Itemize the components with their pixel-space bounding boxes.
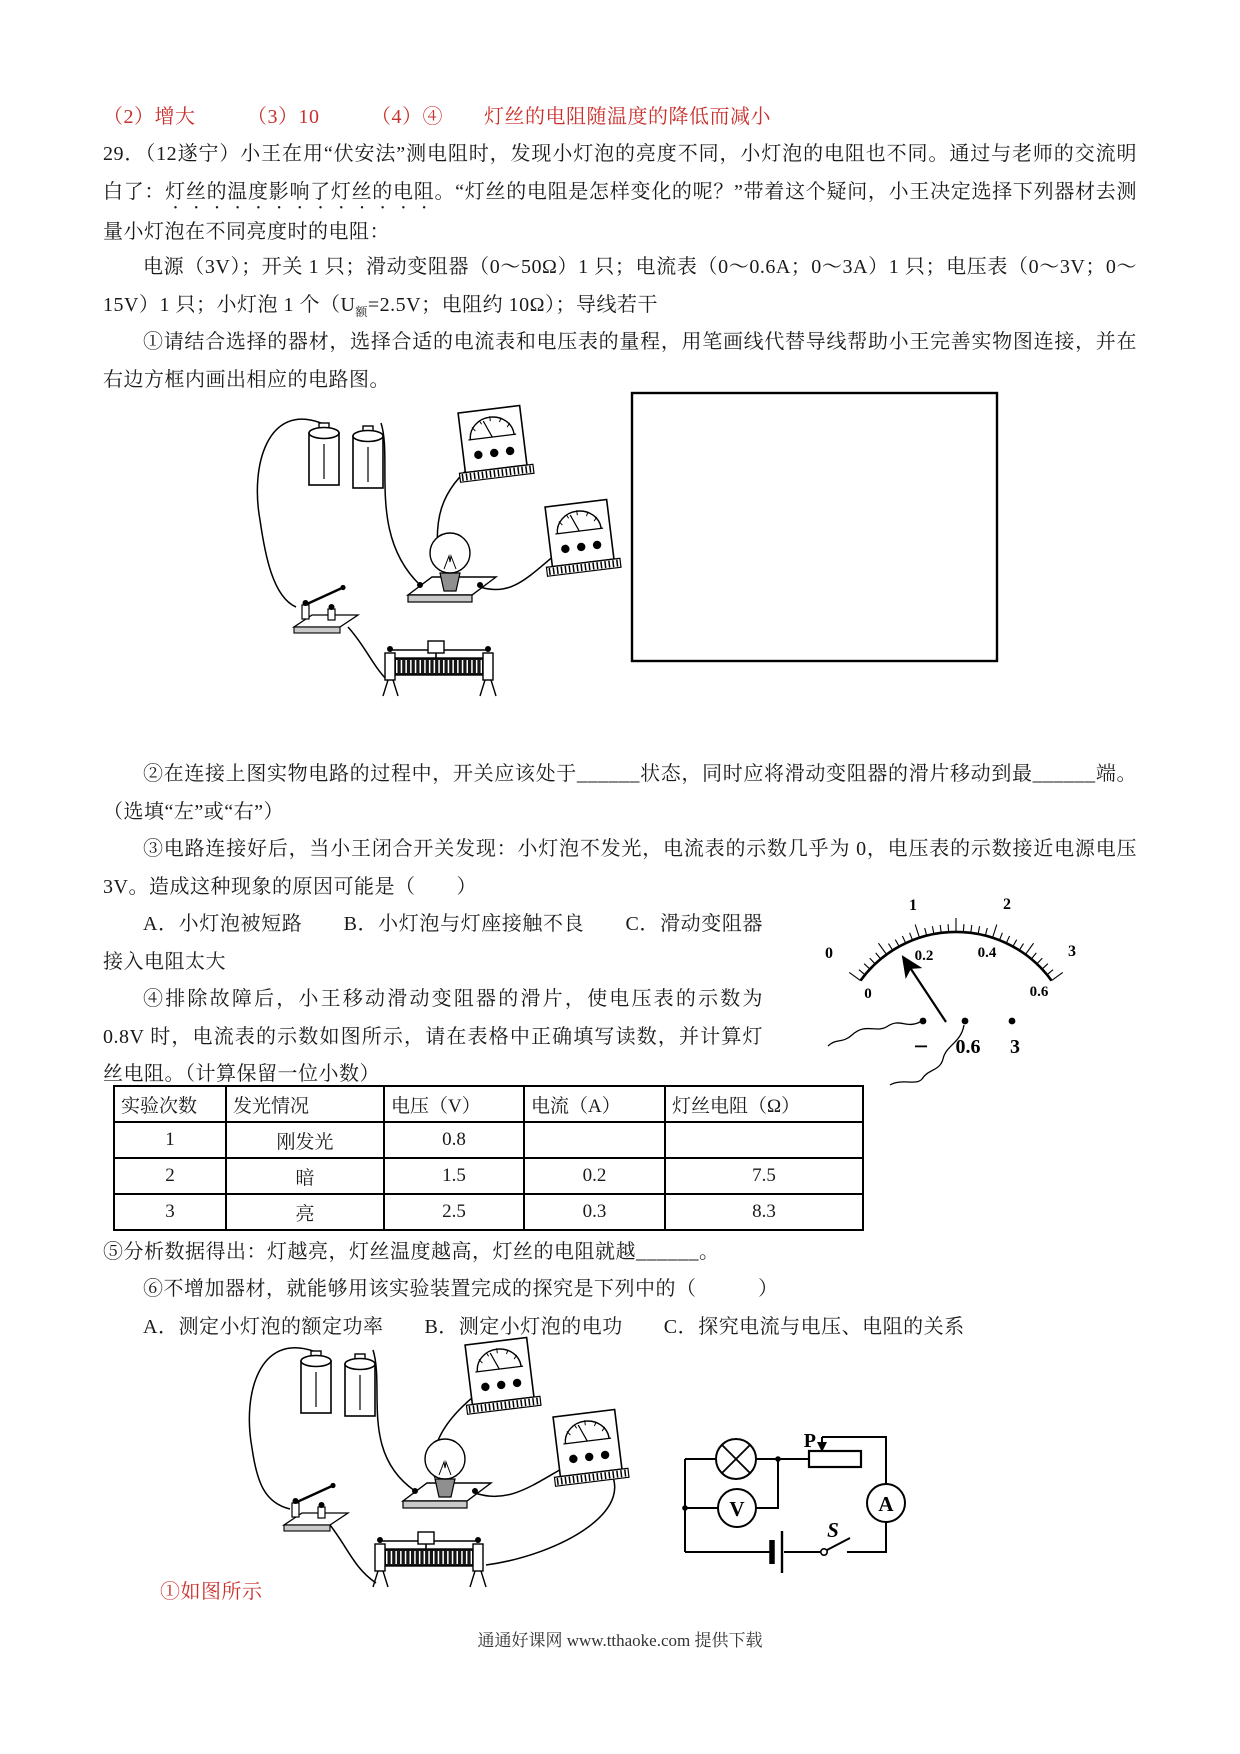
- question-intro: [103, 136, 1137, 251]
- cell-trial-3: 3: [114, 1194, 226, 1230]
- switch-letter: S: [827, 1518, 839, 1542]
- cell-glow-3: 亮: [226, 1194, 384, 1230]
- part4-text: ④排除故障后，小王移动滑动变阻器的滑片，使电压表的示数为 0.8V 时，电流表的示数如图所示，请在表格中正确填写读数，并计算灯丝电阻。（计算保留一位小数）: [103, 988, 763, 1085]
- intro-emphasized: 灯丝的温度影响了灯丝的电阻: [165, 180, 435, 203]
- part6-text: ⑥不增加器材，就能够用该实验装置完成的探究是下列中的（ ）: [143, 1278, 779, 1300]
- outer-scale-3: 3: [1068, 943, 1076, 960]
- switch-pivot: [821, 1549, 827, 1555]
- part5-text: ⑤分析数据得出：灯越亮，灯丝温度越高，灯丝的电阻就越______。: [103, 1241, 720, 1263]
- inner-scale-0-4: 0.4: [977, 945, 997, 961]
- answer-key-line: （2）增大 （3）10 （4）④ 灯丝的电阻随温度的降低而减小: [103, 106, 771, 128]
- ammeter-letter: A: [878, 1492, 894, 1516]
- terminals: [914, 1018, 1020, 1061]
- measurement-table: [113, 1085, 864, 1231]
- voltmeter-letter: V: [729, 1497, 745, 1521]
- col-header-voltage: 电压（V）: [384, 1086, 524, 1122]
- switch-icon: [284, 1483, 348, 1531]
- battery-icon: [309, 423, 383, 488]
- ammeter-icon: [459, 1337, 541, 1415]
- light-bulb-icon: [403, 1439, 491, 1508]
- cell-current-1: [524, 1122, 665, 1158]
- footer-text: 通通好课网 www.tthaoke.com 提供下载: [477, 1631, 763, 1650]
- cell-resistance-3: 8.3: [665, 1194, 863, 1230]
- junction-dot: [775, 1456, 781, 1462]
- table-row: [114, 1122, 863, 1158]
- col-header-resistance: 灯丝电阻（Ω）: [665, 1086, 863, 1122]
- col-header-trial: 实验次数: [114, 1086, 226, 1122]
- equipment-list: [103, 249, 1137, 331]
- rheostat-symbol: [809, 1451, 861, 1467]
- answer1-text: ①如图所示: [160, 1581, 263, 1603]
- part3-options: A．小灯泡被短路 B．小灯泡与灯座接触不良 C．滑动变阻器接入电阻太大: [103, 913, 763, 973]
- inner-scale-0: 0: [864, 986, 872, 1002]
- cell-current-3: 0.3: [524, 1194, 665, 1230]
- equipment-pre: 电源（3V）；开关 1 只；滑动变阻器（0～50Ω）1 只；电流表（0～0.6A；0～3A）1 只；电压表（0～3V；0～15V）1 只；小灯泡 1 个（U: [103, 256, 1137, 316]
- col-header-current: 电流（A）: [524, 1086, 665, 1122]
- outer-scale-0: 0: [825, 945, 833, 962]
- voltmeter-icon: [539, 499, 621, 577]
- cell-voltage-1: 0.8: [384, 1122, 524, 1158]
- intro-pre: 29．（12遂宁）小王在用“伏安法”测电阻时，发现小灯泡的亮度不同，小灯泡的电阻也不同。通过与老师的交流明白了：: [103, 143, 1137, 203]
- part3-text: ③电路连接好后，当小王闭合开关发现：小灯泡不发光，电流表的示数几乎为 0，电压表的示数接近电源电压 3V。造成这种现象的原因可能是（ ）: [103, 838, 1137, 898]
- cell-resistance-1: [665, 1122, 863, 1158]
- rheostat-icon: [383, 641, 496, 696]
- circuit-schematic-figure: [650, 1388, 1020, 1613]
- cell-glow-1: 刚发光: [226, 1122, 384, 1158]
- switch-icon: [294, 585, 358, 633]
- rated-voltage-subscript: 额: [355, 304, 368, 319]
- inner-scale-0-2: 0.2: [914, 948, 934, 964]
- cell-glow-2: 暗: [226, 1158, 384, 1194]
- terminal-0-6-post: [962, 1018, 969, 1025]
- cell-current-2: 0.2: [524, 1158, 665, 1194]
- cell-voltage-3: 2.5: [384, 1194, 524, 1230]
- outer-scale-2: 2: [1003, 896, 1011, 913]
- slider-letter: P: [803, 1430, 816, 1452]
- terminal-3-post: [1009, 1018, 1016, 1025]
- light-bulb-icon: [408, 533, 496, 602]
- outer-scale-1: 1: [909, 897, 917, 914]
- part1-text: ①请结合选择的器材，选择合适的电流表和电压表的量程，用笔画线代替导线帮助小王完善实物图连接，并在右边方框内画出相应的电路图。: [103, 331, 1137, 391]
- junction-dot: [682, 1505, 688, 1511]
- part2-text: ②在连接上图实物电路的过程中，开关应该处于______状态，同时应将滑动变阻器的滑片移动到最______端。（选填“左”或“右”）: [103, 763, 1137, 823]
- cell-resistance-2: 7.5: [665, 1158, 863, 1194]
- terminal-negative-label: −: [913, 1032, 929, 1061]
- table-header-row: [114, 1086, 863, 1122]
- col-header-glow: 发光情况: [226, 1086, 384, 1122]
- table-row: [114, 1194, 863, 1230]
- dial-scale-labels: [825, 896, 1076, 1002]
- terminal-0-6-label: 0.6: [955, 1036, 981, 1058]
- dial-needle: [903, 957, 946, 1022]
- equipment-post: =2.5V；电阻约 10Ω）；导线若干: [367, 293, 658, 316]
- intro-post: 。“灯丝的电阻是怎样变化的呢？”带着这个疑问，小王决定选择下列器材去测量小灯泡在不同亮度时的电阻：: [103, 180, 1138, 243]
- terminal-negative-post: [920, 1018, 927, 1025]
- inner-scale-0-6: 0.6: [1029, 984, 1049, 1000]
- meter-lead-wires: [828, 1022, 964, 1085]
- dial-arc: [861, 932, 1052, 981]
- battery-icon: [301, 1351, 375, 1416]
- voltmeter-icon: [547, 1409, 629, 1487]
- cell-trial-2: 2: [114, 1158, 226, 1194]
- ammeter-icon: [452, 405, 534, 483]
- cell-trial-1: 1: [114, 1122, 226, 1158]
- terminal-3-label: 3: [1010, 1036, 1020, 1058]
- ammeter-dial-figure: [750, 872, 1080, 1087]
- dial-ticks: [849, 918, 1063, 981]
- table-row: [114, 1158, 863, 1194]
- part6-options: A．测定小灯泡的额定功率 B．测定小灯泡的电功 C．探究电流与电压、电阻的关系: [143, 1316, 965, 1338]
- apparatus-figure-unwired: [240, 385, 1010, 700]
- cell-voltage-2: 1.5: [384, 1158, 524, 1194]
- circuit-diagram-answer-box: [632, 393, 997, 661]
